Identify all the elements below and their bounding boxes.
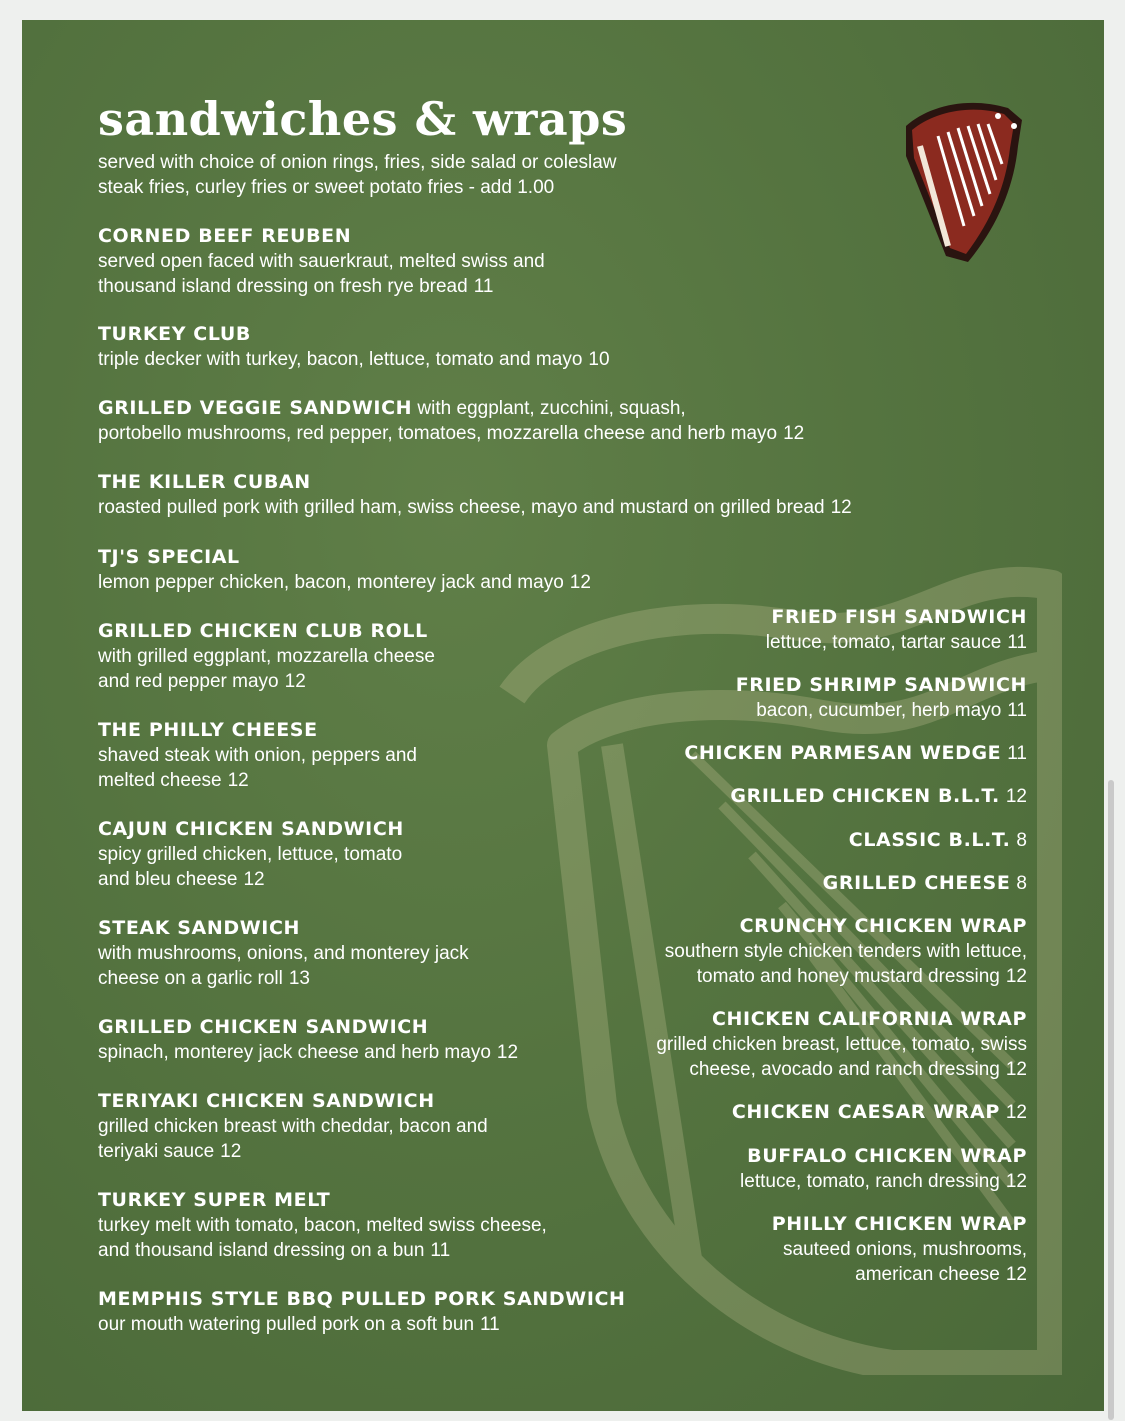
item-name: GRILLED CHICKEN SANDWICH <box>98 1016 429 1038</box>
item-description: and thousand island dressing on a bun <box>98 1240 425 1261</box>
item-name: PHILLY CHICKEN WRAP <box>771 1213 1027 1235</box>
item-description: lettuce, tomato, tartar sauce <box>765 632 1002 653</box>
item-price: 11 <box>473 276 494 297</box>
menu-item <box>823 871 1027 896</box>
item-description: shaved steak with onion, peppers and <box>98 745 417 766</box>
menu-item <box>684 741 1027 766</box>
menu-item <box>98 619 435 694</box>
menu-item <box>849 828 1027 853</box>
item-price: 12 <box>783 423 805 444</box>
menu-title: sandwiches & wraps <box>98 92 628 146</box>
menu-item <box>98 545 591 595</box>
item-price: 12 <box>1005 1059 1027 1080</box>
menu-item <box>98 224 545 299</box>
item-name: GRILLED CHEESE <box>822 872 1011 894</box>
item-name: THE PHILLY CHEESE <box>98 719 318 741</box>
item-name: CORNED BEEF REUBEN <box>98 225 352 247</box>
item-description: thousand island dressing on fresh rye bread <box>98 276 468 297</box>
item-description: triple decker with turkey, bacon, lettuce, tomato and mayo <box>98 349 583 370</box>
menu-item <box>730 784 1027 809</box>
item-description: lemon pepper chicken, bacon, monterey jack and mayo <box>98 572 564 593</box>
item-name: FRIED SHRIMP SANDWICH <box>735 674 1027 696</box>
item-name: TURKEY CLUB <box>98 323 251 345</box>
menu-item <box>98 396 804 446</box>
item-name: CHICKEN CAESAR WRAP <box>731 1101 1000 1123</box>
item-price: 12 <box>243 869 265 890</box>
item-description: our mouth watering pulled pork on a soft bun <box>98 1314 475 1335</box>
item-description: teriyaki sauce <box>98 1141 215 1162</box>
item-description: roasted pulled pork with grilled ham, swiss cheese, mayo and mustard on grilled bread <box>98 497 825 518</box>
menu-item <box>98 1188 547 1263</box>
item-price: 12 <box>1005 1102 1027 1123</box>
item-price: 12 <box>496 1042 519 1063</box>
item-description: turkey melt with tomato, bacon, melted swiss cheese, <box>98 1215 547 1236</box>
item-description: american cheese <box>855 1264 1000 1285</box>
item-name: STEAK SANDWICH <box>98 917 300 939</box>
menu-subtitle <box>98 150 617 200</box>
item-description: bacon, cucumber, herb mayo <box>756 700 1002 721</box>
item-price: 11 <box>1007 700 1027 721</box>
item-description: sauteed onions, mushrooms, <box>783 1239 1027 1260</box>
item-description: lettuce, tomato, ranch dressing <box>740 1171 1000 1192</box>
item-description: spinach, monterey jack cheese and herb mayo <box>98 1042 491 1063</box>
menu-item <box>98 1287 626 1337</box>
item-price: 11 <box>1007 632 1027 653</box>
item-price: 12 <box>227 770 249 791</box>
item-description: with eggplant, zucchini, squash, <box>412 398 686 419</box>
item-name: GRILLED CHICKEN B.L.T. <box>730 785 1000 807</box>
menu-item <box>656 1007 1027 1082</box>
item-name: CLASSIC B.L.T. <box>848 829 1011 851</box>
menu-item <box>98 1089 488 1164</box>
item-description: cheese on a garlic roll <box>98 968 283 989</box>
item-description: served open faced with sauerkraut, melted swiss and <box>98 251 545 272</box>
item-name: CAJUN CHICKEN SANDWICH <box>98 818 404 840</box>
item-description: melted cheese <box>98 770 222 791</box>
item-price: 12 <box>830 497 852 518</box>
item-name: TURKEY SUPER MELT <box>98 1189 331 1211</box>
item-description: cheese, avocado and ranch dressing <box>689 1059 1000 1080</box>
menu-item <box>98 718 417 793</box>
item-price: 10 <box>588 349 610 370</box>
item-price: 12 <box>1005 1171 1027 1192</box>
menu-item <box>98 1015 518 1065</box>
menu-item <box>665 914 1027 989</box>
item-price: 12 <box>1005 786 1027 807</box>
item-name: MEMPHIS STYLE BBQ PULLED PORK SANDWICH <box>98 1288 626 1310</box>
item-description: and red pepper mayo <box>98 671 279 692</box>
item-description: grilled chicken breast with cheddar, bacon and <box>98 1116 488 1137</box>
item-price: 11 <box>480 1314 500 1335</box>
item-name: TJ'S SPECIAL <box>98 546 240 568</box>
item-price: 12 <box>1005 966 1027 987</box>
item-price: 12 <box>220 1141 242 1162</box>
item-price: 13 <box>288 968 310 989</box>
subtitle-line: steak fries, curley fries or sweet potato fries - add 1.00 <box>98 177 555 198</box>
subtitle-line: served with choice of onion rings, fries, side salad or coleslaw <box>98 152 617 173</box>
item-description: spicy grilled chicken, lettuce, tomato <box>98 844 403 865</box>
item-price: 12 <box>1005 1264 1027 1285</box>
item-description: tomato and honey mustard dressing <box>696 966 1000 987</box>
item-name: BUFFALO CHICKEN WRAP <box>747 1145 1027 1167</box>
item-name: CHICKEN PARMESAN WEDGE <box>684 742 1002 764</box>
item-description: with grilled eggplant, mozzarella cheese <box>98 646 435 667</box>
item-name: CHICKEN CALIFORNIA WRAP <box>712 1008 1027 1030</box>
menu-item <box>736 673 1027 723</box>
item-price: 11 <box>430 1240 451 1261</box>
item-price: 11 <box>1007 743 1027 764</box>
menu-item <box>98 916 469 991</box>
item-description: southern style chicken tenders with lettuce, <box>664 941 1027 962</box>
menu-item <box>766 605 1027 655</box>
item-price: 12 <box>569 572 591 593</box>
item-name: GRILLED VEGGIE SANDWICH <box>98 397 413 419</box>
menu-item <box>98 817 404 892</box>
menu-page <box>22 20 1104 1411</box>
item-name: CRUNCHY CHICKEN WRAP <box>739 915 1027 937</box>
item-name: FRIED FISH SANDWICH <box>771 606 1027 628</box>
menu-item <box>98 322 610 372</box>
scrollbar[interactable] <box>1108 780 1114 1420</box>
item-name: GRILLED CHICKEN CLUB ROLL <box>98 620 428 642</box>
menu-item <box>772 1212 1027 1287</box>
item-description: portobello mushrooms, red pepper, tomatoes, mozzarella cheese and herb mayo <box>98 423 778 444</box>
item-price: 8 <box>1016 873 1027 894</box>
harp-icon <box>898 96 1028 266</box>
menu-item <box>732 1100 1027 1125</box>
menu-item <box>740 1144 1027 1194</box>
item-price: 8 <box>1016 830 1027 851</box>
item-name: THE KILLER CUBAN <box>98 471 311 493</box>
item-description: and bleu cheese <box>98 869 238 890</box>
item-name: TERIYAKI CHICKEN SANDWICH <box>98 1090 435 1112</box>
item-description: with mushrooms, onions, and monterey jack <box>98 943 469 964</box>
item-price: 12 <box>284 671 306 692</box>
menu-item <box>98 470 852 520</box>
item-description: grilled chicken breast, lettuce, tomato, swiss <box>656 1034 1027 1055</box>
